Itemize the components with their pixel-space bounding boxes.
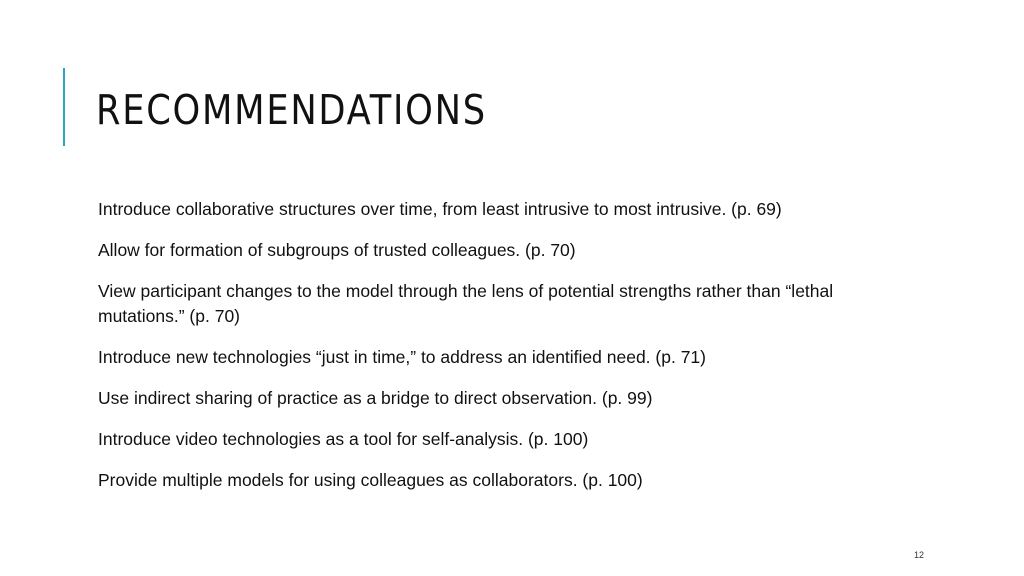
bullet-item: Introduce collaborative structures over time, from least intrusive to most intrusive. (p. 69)	[98, 199, 782, 219]
bullet-list	[98, 197, 898, 509]
bullet-item: Allow for formation of subgroups of trusted colleagues. (p. 70)	[98, 240, 576, 260]
bullet-item: View participant changes to the model through the lens of potential strengths rather than “lethal mutations.” (p. 70)	[98, 281, 834, 326]
page-number: 12	[914, 550, 925, 560]
slide-title: RECOMMENDATIONS	[96, 86, 487, 134]
title-accent-bar	[63, 68, 65, 146]
bullet-item: Use indirect sharing of practice as a bridge to direct observation. (p. 99)	[98, 388, 653, 408]
bullet-item: Introduce video technologies as a tool for self-analysis. (p. 100)	[98, 429, 589, 449]
bullet-item: Introduce new technologies “just in time,” to address an identified need. (p. 71)	[98, 347, 706, 367]
bullet-item: Provide multiple models for using colleagues as collaborators. (p. 100)	[98, 470, 643, 490]
